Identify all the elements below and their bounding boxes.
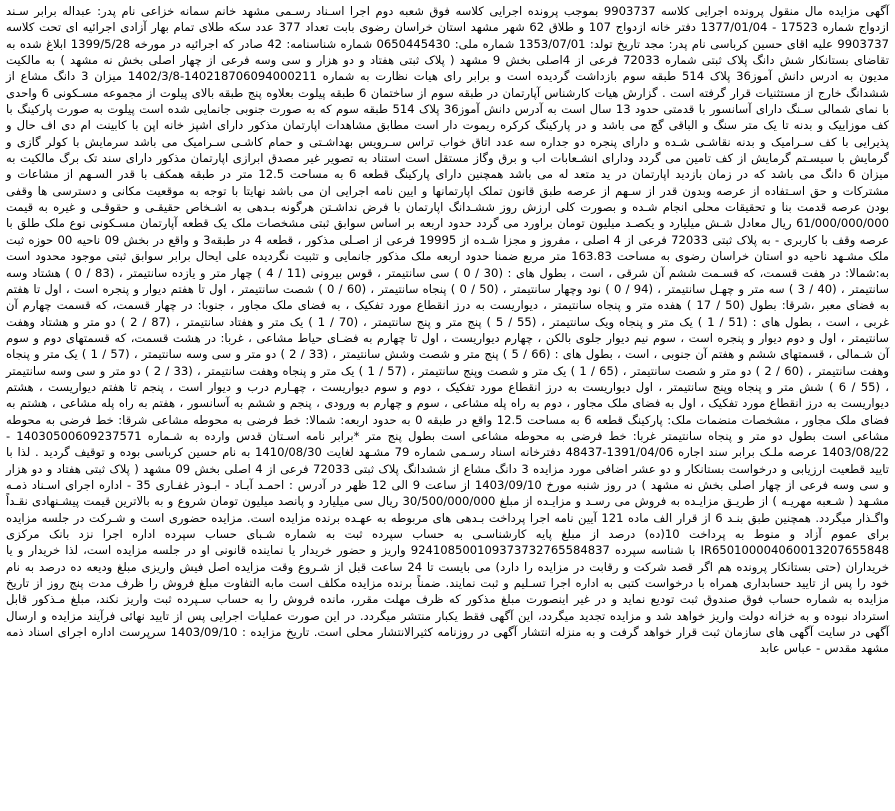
- auction-notice-text: آگهی مزایده مال منقول پرونده اجرایی کلاسه 9903737 بموجب پرونده اجرایی کلاسه فوق شعبه دوم اجرا اسـناد رسـمی مشهد خانم سمانه خزاعی نام پدر: عبداله برابر سـند ازدواج شماره 17523 - 1377/01/04 دفتر خانه ازدواج 107 و طلاق 62 شهر مشهد استان خراسان رضوی بابت تعداد 377 عدد سکه طلای تمام بهار آزادی اجرائیه ای تحت کلاسه 9903737 علیه اقای حسین کرباسی نام پدر: مجد تاریخ تولد: 1353/07/01 شماره ملی: 0650445430 شماره شناسنامه: 42 صادر که اجرائیه در مورخه 1399/5/28 ابلاغ شده به تقاضای بستانکار شش دانگ پلاک ثبتی شماره 72033 فرعی از 4اصلی بخش 9 مشهد ( پلاک ثبتی هفتاد و دو هزار و سی وسه فرعی از چهار اصلی بخش نه مشهد ) به مالکیت مدیون به ادرس دانش آموز36 پلاک 514 طبقه سوم بازداشت گردیده است و برابر رای هیات نظارت به شماره 140218706094000211-1402/3/8 میزان 3 دانگ مشاع از ششدانگ خارج از مستثنیات قرار گرفته است . گزارش هیات کارشناس آپارتمان در طبقه سوم از ساختمان 6 طبقه پیلوت بعلاوه پنج طبقه بالای پیلوت از مجموعه مسـکونی 6 واحدی با نمای شمالی سـنگ دارای آسانسور با قدمتی حدود 13 سال است به آدرس دانش آموز36 پلاک 514 طبقه سوم که به صورت جنوبی جانمایی شده است پیلوت به صورت پارکینگ با کف موزاییک و بدنه تا یک متر سنگ و الباقی گچ می باشد و در پارکینگ کرکره ریموت دار است مطابق مشاهدات اپارتمان مذکور دارای اشپز خانه اپن با کابینت ام دی اف حال و پذیرایی با کف سـرامیک و بدنه نقاشـی شـده و دارای پنجره دو جداره سه عدد اتاق خواب تراس سـرویس بهداشـتی و حمام کاشـی سـرامیک می باشد سرمایش با کولر گازی و گرمایش با سیسـتم گرمایش از کف تامین می گردد ودارای انشـعابات اب و برق وگاز مستقل است استناد به تصویر غیر مصدق ابرازی اپارتمان مذکور دارای سند تک برگ مالکیت به میزان 6 دانگ می باشد که در زمان بازدید اپارتمان در ید متعد له می باشد همچنین دارای پارکینگ قطعه 6 به مساحت 12.5 متر در طبقه همکف با قدر السـهم از مشاعات و مشترکات و حق اسـتفاده از عرصه وبدون قدر از سـهم از عرصه طبق قانون تملک اپارتمانها و ایین نامه اجرایی ان می باشد نهایتا با توجه به موقعیت مکانی و دسترسی ها وقفی بودن عرصه قدمت بنا و تحقیقات محلی انجام شـده و بصورت کلی ارزش روز ششـدانگ اپارتمان با فرض نداشـتن هرگونه بـدهی به اشـخاص حقیقـی و حقوقـی و غیره به قیمت 61/000/000/000 ریال معادل شـش میلیارد و یکصـد میلیون تومان براورد می گردد حدود اربعه بر اساس سوابق ثبتی مشخصات ملک یک قطعه آپارتمان مسـکونی نوع ملک طلق با عرصه وقف با کاربری - به پلاک ثبتی 72033 فرعی از 4 اصلی ، مفروز و مجزا شـده از 19995 فرعی از اصـلی مذکور ، قطعه 4 در طبقه3 و واقع در بخش 09 ناحیه 00 حوزه ثبت ملک مشـهد ناحیه دو استان خراسان رضوی به مساحت 163.83 متر مربع ضمنا حدود اربعه ملک مذکور جانمایی و تثبیت نگردیده علی ایحال برابر سوابق ثبتی موجود محدود است به:شمالا: در هفت قسمت، که قسـمت ششم آن شرقی ، است ، بطول های : (30 / 0 ) سی سانتیمتر ، قوس بیرونی (11 / 4 ) چهار متر و یازده سانتیمتر ، (83 / 0 ) هشتاد وسه سانتیمتر ، (40 / 3 ) سه متر و چهـل سانتیمتر ، (94 / 0 ) نود وچهار سانتیمتر ، (50 / 0 ) پنجاه سانتیمتر ، (60 / 0 ) شصت سانتیمتر ، اول تا هفتم دیوار و پنجره است ، اول تا هفتم به فضای معبر ،شرقا: بطول (50 / 17 ) هفده متر و پنجاه سانتیمتر ، دیواریست به درز انقطاع مورد تفکیک ، به فضای ملک مجاور ، جنوبا: در چهار قسمت، که قسمت چهارم آن غربی ، است ، بطول های : (51 / 1 ) یک متر و پنجاه ویک سانتیمتر ، (55 / 5 ) پنج متر و پنج سانتیمتر ، (70 / 1 ) یک متر و هفتاد سانتیمتر ، (87 / 2 ) دو متر و هشتاد وهفت سانتیمتر ، اول و دوم دیوار و پنجره است ، سوم نیم دیوار جلوی بالکن ، چهارم دیواریست ، اول تا چهارم به فضـای حیاط مشاعی ، غربا: در هشت قسمت، که قسمتهای دوم و سوم آن شـمالی ، قسمتهای ششم و هفتم آن جنوبی ، است ، بطول های : (66 / 5 ) پنج متر و شصت وشش سانتیمتر ، (33 / 2 ) دو متر و سی وسه سانتیمتر ، (57 / 1 ) یک متر و پنجاه وهفت سانتیمتر ، (60 / 2 ) دو متر و شصت سانتیمتر ، (65 / 1 ) یک متر و شصت وپنج سانتیمتر ، (57 / 1 ) یک متر و پنجاه وهفت سانتیمتر ، (33 / 2 ) دو متر و سی وسه سانتیمتر ، (55 / 6 ) شش متر و پنجاه وپنج سانتیمتر ، اول دیواریست به درز انقطاع مورد تفکیک ، دوم و سوم دیواریست ، چهـارم درب و دیوار است ، پنجم تا هفتم دیواریست ، هشتم دیواریست به درز انقطاع مورد تفکیک ، اول به فضای ملک مجاور ، دوم به راه پله مشاعی ، سوم و چهارم به ورودی ، پنجم و ششم به آسانسور ، هفتم به راه پله مشاعی ، هشتم به فضای ملک مجاور ، مشخصات منضمات ملک: پارکینگ قطعه 6 به مساحت 12.5 واقع در طبقه 0 به حدود اربعه: شمالا: خط فرضی به محوطه مشاعی شرقا: خط فرضی به محوطه مشاعی است بطول دو متر و پنجاه سانتیمتر غربا: خط فرضی به محوطه مشاعی است بطول پنج متر *برابر نامه اسـتان قدس وارده به شـماره 14030500609237571 - 1403/08/22 عرصه ملـک برابر سند اجاره 1391/04/06-48437 دفترخانه اسناد رسـمی شماره 79 مشـهد لغایت 1410/08/30 به نام حسین کرباسی بوده و توقیف گردید . لذا با تایید قطعیت ارزیابی و درخواست بستانکار و دو عشر اضافی مورد مزایده 3 دانگ مشاع از ششدانگ پلاک ثبتی 72033 فرعی از 4 اصلی بخش 09 مشهد ( پلاک ثبتی هفتاد و دو هزار و سی وسه فرعی از چهار اصلی بخش نه مشهد ) در روز شنبه مورخ 1403/09/10 از ساعت 9 الی 12 ظهر در آدرس : احمـد آبـاد - ابـوذر غفـاری 35 - اداره اجرای اسـناد ذمـه مشـهد ( شـعبه مهریـه ) از طریـق مزایـده به فروش می رسـد و مزایـده از مبلغ 30/500/000/000 ریال سی میلیارد و پانصد میلیون تومان شروع و به بالاترین قیمت پیشـنهادی نقـداً واگـذار میگردد. همچنین طبق بنـد 6 از قرار الف ماده 121 آیین نامه اجرا پرداخت بـدهی های مربوطه به عهـده برنده مزایده است. مزایده حضوری است و شـرکت در جلسه مزایده برای عموم آزاد و منوط به پرداخت 10(ده) درصد از مبلغ پایه کارشناسـی به حساب سپرده ثبت به شماره شـبای حساب سپرده اداره اجرا نزد بانک مرکزی IR650100004060013207655848 با شناسه سپرده 924108500109373732765584837 واریز و حضور خریدار یا نماینده قانونی او در جلسه مزایده است، لذا خریدار و یا خریداران (حتی بستانکار پرونده هم اگر قصد شرکت و رقابت در مزایده را دارد) می بایست تا 24 ساعت قبل از شـروع وقت مزایده اصل فیش واریزی مبلغ ودیعه ده درصد به نام خود را پس از تایید حسابداری همراه با درخواست کتبی به اداره اجرا تسـلیم و ثبت نمایند. ضمناً برنده مزایده مکلف است مابه التفاوت مبلغ فروش را ظرف مدت پنج روز از تاریخ مزایده به شماره حساب فوق صندوق ثبت تودیع نماید و در غیر اینصورت مبلغ مذکور که ظرف مهلت مقرر، مانده فروش را به حساب سـپرده ثبت واریز نکند، مبلغ مـذکور قابل استرداد نبوده و به خزانه دولت واریز خواهد شد و مزایده تجدید میگردد، این آگهی فقط یکبار منتشر میگردد. در این صورت عملیات اجرایی پس از تایید نهائی فرآیند مزایده و ارسال آگهی در سایت آگهی های سازمان ثبت قرار خواهد گرفت و به منزله انتشار آگهی در روزنامه کثیرالانتشار محلی است. تاریخ مزایده : 1403/09/10 سرپرست اداره اجرای اسناد ذمه مشهد مقدس - عباس عابد: [6, 4, 890, 656]
